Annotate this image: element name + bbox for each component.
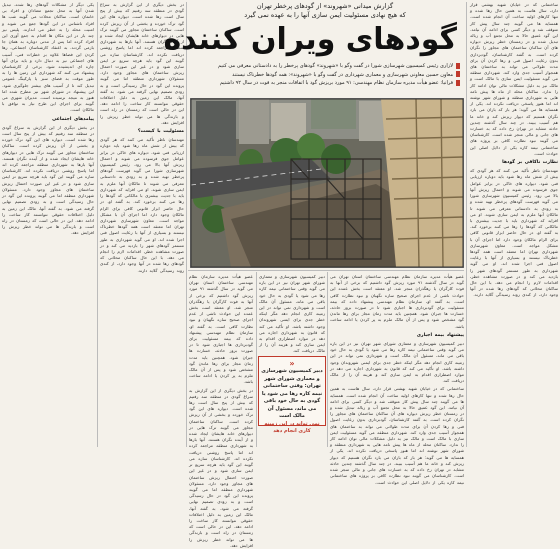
article-photo bbox=[190, 98, 464, 268]
column-text: ساختمانی که در خیابان شهید بهشتی قرار دارد، سال هاست به همین حال رها شده و تنها کارهای اولیه ساخت آن انجام شده است. همسایه ها می گویند چند سال پیش کار متوقف شد و دیگر کسی برای ادامه آن نیامد. این گود عمیق حالا به محل تجمع آب و زباله تبدیل شده و در زمستان خطر ریزش دیواره های آن ساکنان ساختمان های مجاور را نگران کرده است. به گفته کارشناسان، گودبرداری بدون رعایت اصول فنی و رها کردن آن برای مدت طولانی می تواند به ساختمان های همجوار آسیب جدی وارد کند. شهرداری منطقه می گوید مسئولیت ایمن سازی با مالک است و مالک نیز به دلیل مشکلات مالی توان ادامه کار را ندارد. ساکنان محله از ماه ها پیش نامه هایی به شهرداری منطقه و شورای شهر نوشته اند اما هنوز پاسخی دریافت نکرده اند. یکی از همسایه ها می گوید: هر بار که باران می بارد نگران هستیم که دیوار ریزش کند و خانه ما هم آسیب ببیند. در چند سال گذشته چندین حادثه مشابه در تهران رخ داده که به خسارت های جانی و مالی منجر شده است. کارشناسان می گویند نبود نظارت کافی بر پروژه های ساختمانی نیمه کاره یکی از دلایل اصلی این حوادث است. bbox=[470, 2, 558, 156]
article-column-center-left bbox=[189, 274, 253, 548]
column-text: در بخش دیگری از این گزارش به سراغ گودی در منطقه سه رفتیم که بیش از پنج سال است رها شده است. دیواره های این گود ترک خورده و بخشی از آن ریزش کرده است. ساکنان ساختمان مجاور می گویند ترک هایی در دیوارهای خانه هایشان ایجاد شده و از آینده نگران هستند. آنها بارها به شهرداری منطقه مراجعه کرده اند اما پاسخ روشنی دریافت نکرده اند. کارشناسان سازه می گویند این گود باید هرچه سریع تر ایمن سازی شود و در غیر این صورت احتمال ریزش ساختمان های مجاور وجود دارد. مسئولان شهرداری منطقه اما می گویند پرونده این گود در حال رسیدگی است و به زودی تصمیم نهایی گرفته می شود. به گفته آنها، مالک این زمین به دلیل اختلافات حقوقی نتوانسته کار ساخت را ادامه دهد. این در حالی است که زمستان در راه است و بارندگی ها می تواند خطر ریزش را افزایش دهد. bbox=[2, 124, 94, 236]
lead-line-text: لازاری رئیس کمیسیون شهرسازی شورا در گفت وگو با «شهروند» گودهای پرخطر را به دادستانی معرفی می کنیم bbox=[218, 63, 453, 69]
quote-mark-icon: « bbox=[289, 359, 295, 368]
column-text: در بخش دیگری از این گزارش به سراغ گودی در منطقه سه رفتیم که بیش از پنج سال است رها شده است. دیواره های این گود ترک خورده و بخشی از آن ریزش کرده است. ساکنان ساختمان مجاور می گویند ترک هایی در دیوارهای خانه هایشان ایجاد شده و از آینده نگران هستند. آنها بارها به شهرداری منطقه مراجعه کرده اند اما پاسخ روشنی دریافت نکرده اند. کارشناسان سازه می گویند این گود باید هرچه سریع تر ایمن سازی شود و در غیر این صورت احتمال ریزش ساختمان های مجاور وجود دارد. مسئولان شهرداری منطقه اما می گویند پرونده این گود در حال رسیدگی است و به زودی تصمیم نهایی گرفته می شود. به گفته آنها، مالک این زمین به دلیل اختلافات حقوقی نتوانسته کار ساخت را ادامه دهد. این در حالی است که زمستان در راه است و بارندگی ها می تواند خطر ریزش را افزایش دهد. bbox=[189, 387, 253, 548]
column-text: دبیر کمیسیون شهرسازی و معماری شورای شهر تهران نیز در این باره می گوید وقتی ساختمانی نیمه کاره رها می شود یا گودی به حال خود باقی می ماند، مسئول آن مالک است و شهرداری نمی تواند در این زمینه کاری انجام دهد مگر اینکه خطر جدی برای ایمنی شهروندان وجود داشته باشد. او تأکید می کند که قانون به شهرداری اجازه می دهد در موارد اضطراری اقدام به ایمن سازی کند و هزینه آن را از مالک دریافت کند. bbox=[330, 341, 464, 384]
lead-line-text: فرانیا: عضو هیأت مدیره سازمان نظام مهندسی: ۹۱ مورد بریزش گود با اتفاقات منجر به فوت در سال ۹۲ داشتیم bbox=[219, 80, 453, 86]
column-divider bbox=[97, 2, 98, 447]
lead-line bbox=[190, 71, 460, 80]
construction-pit-photo bbox=[191, 99, 463, 267]
article-column-left bbox=[100, 2, 184, 447]
bullet-bar-icon bbox=[456, 80, 460, 86]
column-text: مهندسان ناظر تأکید می کنند که هر گودی که بیش از شش ماه رها شود باید دوباره ارزیابی فنی شود. دیواره های خاکی در برابر عوامل جوی فرسوده می شوند و احتمال ریزش آنها بالا می رود. رئیس کمیسیون شهرسازی شورا می گوید فهرست گودهای پرخطر تهیه شده و به زودی به دادستانی معرفی می شوند تا مالکان آنها ملزم به ایمن سازی شوند. او می افزاید که شهرداری باید با جدیت بیشتری با مالکانی که گودها را رها می کنند برخورد کند. به گفته او، در حال حاضر ابزار قانونی کافی برای الزام مالکان وجود دارد اما اجرای آن با مشکل مواجه است. معاون شهرسازی شهرداری تهران اما معتقد است همه گودها خطرناک نیستند و بسیاری از آنها با رعایت اصول فنی اجرا شده اند. او می گوید شهرداری به طور مستمر گودهای شهر را بازدید می کند و در صورت مشاهده خطر، اقدامات لازم را انجام می دهد. با این حال ساکنان محلاتی که گودهای رها شده در آنها وجود دارد، از کندی روند رسیدگی گلایه دارند. bbox=[100, 137, 184, 273]
column-subhead: پیامدهای اجتماعی bbox=[52, 116, 94, 122]
column-divider bbox=[327, 272, 328, 447]
pull-quote-text: دبیر کمیسیون شهرسازی و معماری شورای شهر تهران: وقتی ساختمانی نیمه کاره رها می شود یا گودی به حال خود باقی می ماند، مسئول آن مالک است bbox=[261, 368, 323, 419]
article-column-far-right bbox=[470, 2, 558, 447]
column-divider bbox=[186, 2, 187, 447]
column-text: عضو هیأت مدیره سازمان نظام مهندسی ساختمان استان تهران می گوید در سال گذشته ۹۱ مورد ریزش گود داشتیم که برخی از آنها به فوت کارگران یا رهگذران منجر شد. او معتقد است بخش عمده این حوادث ناشی از عدم اجرای صحیح سازه نگهبان و نبود نظارت کافی است. به گفته او، سازمان نظام مهندسی پیشنهاد داده که بیمه مسئولیت برای گودبرداری ها اجباری شود تا در صورت بروز حادثه، خسارت ها جبران شود. همچنین باید مدت زمان مجاز برای رها ماندن گود مشخص شود و پس از آن مالک ملزم به پر کردن یا ادامه ساخت باشد. bbox=[330, 274, 464, 329]
column-divider bbox=[188, 270, 464, 271]
column-text: دبیر کمیسیون شهرسازی و معماری شورای شهر تهران نیز در این باره می گوید وقتی ساختمانی نیمه کاره رها می شود یا گودی به حال خود باقی می ماند، مسئول آن مالک است و شهرداری نمی تواند در این زمینه کاری انجام دهد مگر اینکه خطر جدی برای ایمنی شهروندان وجود داشته باشد. او تأکید می کند که قانون به شهرداری اجازه می دهد در موارد اضطراری اقدام به ایمن سازی کند و هزینه آن را از مالک دریافت کند. bbox=[259, 274, 325, 354]
column-text: عضو هیأت مدیره سازمان نظام مهندسی ساختمان استان تهران می گوید در سال گذشته ۹۱ مورد ریزش گود داشتیم که برخی از آنها به فوت کارگران یا رهگذران منجر شد. او معتقد است بخش عمده این حوادث ناشی از عدم اجرای صحیح سازه نگهبان و نبود نظارت کافی است. به گفته او، سازمان نظام مهندسی پیشنهاد داده که بیمه مسئولیت برای گودبرداری ها اجباری شود تا در صورت بروز حادثه، خسارت ها جبران شود. همچنین باید مدت زمان مجاز برای رها ماندن گود مشخص شود و پس از آن مالک ملزم به پر کردن یا ادامه ساخت باشد. bbox=[189, 274, 253, 385]
article-column-far-left bbox=[2, 2, 94, 447]
lead-line bbox=[190, 62, 460, 71]
bullet-bar-icon bbox=[456, 71, 460, 77]
column-subhead: نظارت ناکافی بر گودها bbox=[502, 160, 558, 166]
article-headline: گودهای ویران کننده bbox=[163, 22, 457, 57]
bullet-bar-icon bbox=[456, 63, 460, 69]
column-text: یکی دیگر از مشکلات گودهای رها شده، تبدیل شدن آنها به محل تجمع معتادان و افراد بی خانمان است. ساکنان محلات می گویند شب ها افراد ناشناس در این گودها جمع می شوند و امنیت محله را به خطر می اندازند. پلیس نیز چند بار در این مکان ها اقدام به جمع آوری این افراد کرده اما پس از مدتی دوباره به همان جا بازمی گردند. به اعتقاد کارشناسان اجتماعی، رها کردن این فضاها علاوه بر خطرات فنی، آسیب های اجتماعی نیز به دنبال دارد و باید برای آنها چاره ای اندیشیده شود. برخی از کارشناسان پیشنهاد می کنند که شهرداری این زمین ها را به طور موقت به فضای سبز یا پارکینگ عمومی تبدیل کند تا از آسیب های بیشتر جلوگیری شود. این پیشنهاد در شورای شهر نیز مطرح شده اما هنوز به نتیجه نرسیده است. مدیران شهری می گویند برای اجرای این طرح نیاز به توافق با مالکان است. bbox=[2, 2, 94, 113]
column-text: در بخش دیگری از این گزارش به سراغ گودی در منطقه سه رفتیم که بیش از پنج سال است رها شده است. دیواره های این گود ترک خورده و بخشی از آن ریزش کرده است. ساکنان ساختمان مجاور می گویند ترک هایی در دیوارهای خانه هایشان ایجاد شده و از آینده نگران هستند. آنها بارها به شهرداری منطقه مراجعه کرده اند اما پاسخ روشنی دریافت نکرده اند. کارشناسان سازه می گویند این گود باید هرچه سریع تر ایمن سازی شود و در غیر این صورت احتمال ریزش ساختمان های مجاور وجود دارد. مسئولان شهرداری منطقه اما می گویند پرونده این گود در حال رسیدگی است و به زودی تصمیم نهایی گرفته می شود. به گفته آنها، مالک این زمین به دلیل اختلافات حقوقی نتوانسته کار ساخت را ادامه دهد. این در حالی است که زمستان در راه است و بارندگی ها می تواند خطر ریزش را افزایش دهد. bbox=[100, 2, 184, 125]
pull-quote-label: نمی تواند در این زمینه کاری انجام دهد bbox=[264, 420, 320, 434]
column-text: مهندسان ناظر تأکید می کنند که هر گودی که بیش از شش ماه رها شود باید دوباره ارزیابی فنی شود. دیواره های خاکی در برابر عوامل جوی فرسوده می شوند و احتمال ریزش آنها بالا می رود. رئیس کمیسیون شهرسازی شورا می گوید فهرست گودهای پرخطر تهیه شده و به زودی به دادستانی معرفی می شوند تا مالکان آنها ملزم به ایمن سازی شوند. او می افزاید که شهرداری باید با جدیت بیشتری با مالکانی که گودها را رها می کنند برخورد کند. به گفته او، در حال حاضر ابزار قانونی کافی برای الزام مالکان وجود دارد اما اجرای آن با مشکل مواجه است. معاون شهرسازی شهرداری تهران اما معتقد است همه گودها خطرناک نیستند و بسیاری از آنها با رعایت اصول فنی اجرا شده اند. او می گوید شهرداری به طور مستمر گودهای شهر را بازدید می کند و در صورت مشاهده خطر، اقدامات لازم را انجام می دهد. با این حال ساکنان محلاتی که گودهای رها شده در آنها وجود دارد، از کندی روند رسیدگی گلایه دارند. bbox=[470, 168, 558, 298]
kicker-line: گزارش میدانی «شهروند» از گودهای پرخطر تهران bbox=[256, 2, 394, 10]
article-kicker bbox=[190, 2, 460, 20]
column-text: ساختمانی که در خیابان شهید بهشتی قرار دارد، سال هاست به همین حال رها شده و تنها کارهای اولیه ساخت آن انجام شده است. همسایه ها می گویند چند سال پیش کار متوقف شد و دیگر کسی برای ادامه آن نیامد. این گود عمیق حالا به محل تجمع آب و زباله تبدیل شده و در زمستان خطر ریزش دیواره های آن ساکنان ساختمان های مجاور را نگران کرده است. به گفته کارشناسان، گودبرداری بدون رعایت اصول فنی و رها کردن آن برای مدت طولانی می تواند به ساختمان های همجوار آسیب جدی وارد کند. شهرداری منطقه می گوید مسئولیت ایمن سازی با مالک است و مالک نیز به دلیل مشکلات مالی توان ادامه کار را ندارد. ساکنان محله از ماه ها پیش نامه هایی به شهرداری منطقه و شورای شهر نوشته اند اما هنوز پاسخی دریافت نکرده اند. یکی از همسایه ها می گوید: هر بار که باران می بارد نگران هستیم که دیوار ریزش کند و خانه ما هم آسیب ببیند. در چند سال گذشته چندین حادثه مشابه در تهران رخ داده که به خسارت های جانی و مالی منجر شده است. کارشناسان می گویند نبود نظارت کافی بر پروژه های ساختمانی نیمه کاره یکی از دلایل اصلی این حوادث است. bbox=[330, 386, 464, 485]
pull-quote-box bbox=[258, 356, 326, 434]
column-subhead: مسئولیت با کیست؟ bbox=[137, 129, 184, 135]
column-divider bbox=[256, 272, 257, 447]
lead-line-text: معاون حسین معاونی شهرسازی و معماری شهرداری در گفت وگو با «شهروند»: همه گودها خطرناک نیستند bbox=[232, 71, 453, 78]
article-column-center-right bbox=[330, 274, 464, 485]
article-lead bbox=[190, 62, 460, 88]
article-column-center-mid bbox=[259, 274, 325, 354]
kicker-line: که هیچ نهادی مسئولیت ایمن سازی آنها را به عهده نمی گیرد bbox=[244, 11, 406, 19]
lead-line bbox=[190, 79, 460, 88]
column-divider bbox=[466, 2, 467, 447]
column-subhead: پیشنهاد بیمه اجباری bbox=[416, 332, 464, 338]
